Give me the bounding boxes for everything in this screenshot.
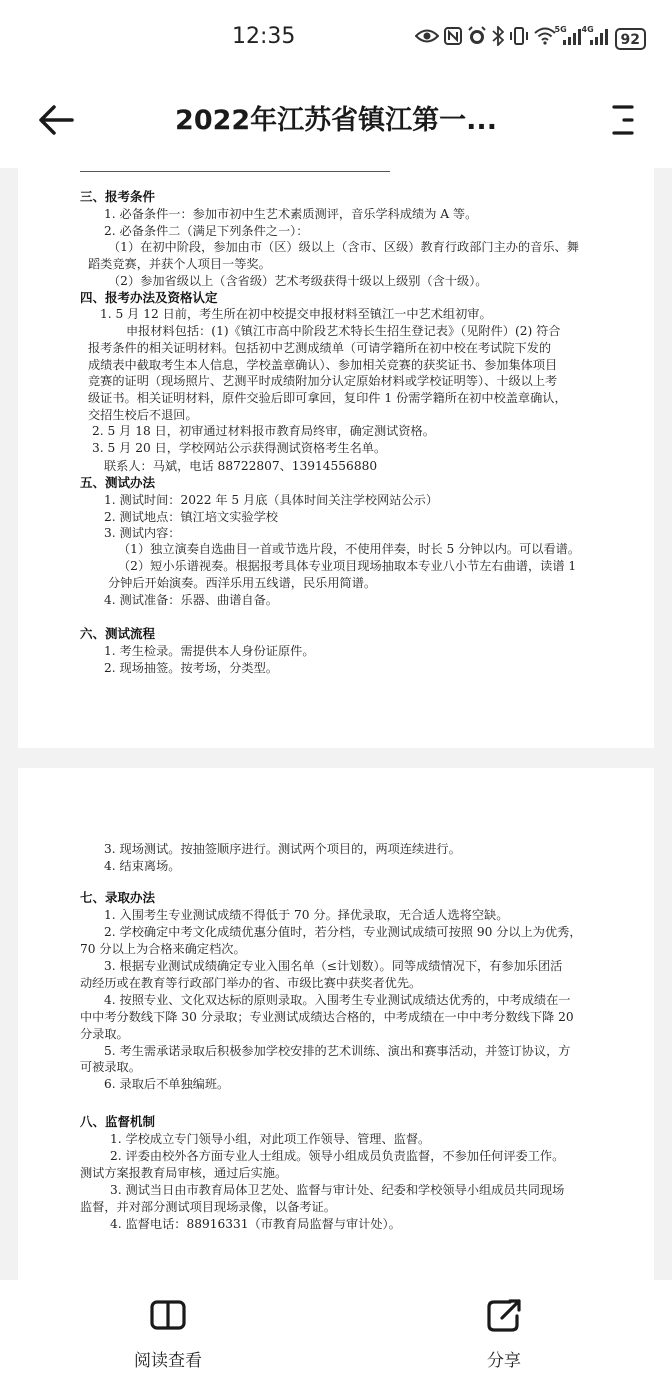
document-line: 2. 现场抽签。按考场，分类型。 (104, 661, 278, 675)
document-line: 1. 学校成立专门领导小组，对此项工作领导、管理、监督。 (110, 1132, 431, 1146)
document-line: 1. 入围考生专业测试成绩不得低于 70 分。择优录取，无合适人选将空缺。 (104, 908, 509, 922)
section-heading: 六、测试流程 (80, 626, 156, 641)
document-line: 70 分以上为合格来确定档次。 (80, 942, 246, 956)
document-line: 中中考分数线下降 30 分录取；专业测试成绩达合格的，中考成绩在一中中考分数线下降 20 (80, 1010, 574, 1024)
document-line: 2. 测试地点：镇江培文实验学校 (104, 510, 278, 524)
document-line: 1. 必备条件一：参加市初中生艺术素质测评，音乐学科成绩为 A 等。 (104, 207, 478, 221)
document-line: 申报材料包括：(1)《镇江市高中阶段艺术特长生招生登记表》（见附件）(2) 符合 (126, 324, 561, 338)
document-line: 可被录取。 (80, 1060, 141, 1074)
document-line: 联系人：马斌，电话 88722807、13914556880 (104, 459, 378, 473)
section-heading: 三、报考条件 (80, 189, 156, 204)
document-line: 分钟后开始演奏。西洋乐用五线谱，民乐用简谱。 (108, 576, 377, 590)
document-line: 6. 录取后不单独编班。 (104, 1077, 230, 1091)
section-heading: 五、测试办法 (80, 475, 156, 490)
section-heading: 七、录取办法 (80, 890, 156, 905)
page-title: 2022年江苏省镇江第一... (175, 105, 497, 136)
document-line: （2）短小乐谱视奏。根据报考具体专业项目现场抽取本专业八小节左右曲谱，读谱 1 (118, 559, 577, 573)
share-icon (484, 1298, 524, 1334)
document-line: 竞赛的证明（现场照片、艺测平时成绩附加分认定原始材料或学校证明等）、十级以上考 (88, 374, 558, 388)
document-page-1 (18, 168, 654, 748)
battery-icon: 92 (615, 28, 646, 50)
document-line: 4. 测试准备：乐器、曲谱自备。 (104, 593, 278, 607)
read-view-label: 阅读查看 (134, 1351, 202, 1371)
status-bar (0, 0, 672, 80)
read-view-button[interactable] (108, 1298, 228, 1378)
alarm-icon (467, 26, 487, 51)
document-line: 成绩表中截取考生本人信息，学校盖章确认）、参加相关竞赛的获奖证书、参加集体项目 (88, 358, 558, 372)
signal-5g-icon (554, 25, 583, 51)
document-line: （1）在初中阶段，参加由市（区）级以上（含市、区级）教育行政部门主办的音乐、舞 (108, 240, 579, 254)
document-line: 3. 现场测试。按抽签顺序进行。测试两个项目的，两项连续进行。 (104, 842, 461, 856)
eye-icon (415, 27, 439, 50)
document-line: 1. 5 月 12 日前，考生所在初中校提交申报材料至镇江一中艺术组初审。 (100, 307, 492, 321)
document-line: 4. 按照专业、文化双达标的原则录取。入围考生专业测试成绩达优秀的，中考成绩在一 (104, 993, 571, 1007)
document-line: 动经历或在教育等行政部门举办的省、市级比赛中获奖者优先。 (80, 976, 422, 990)
document-line: 级证书。相关证明材料，原件交验后即可拿回，复印件 1 份需学籍所在初中校盖章确认， (88, 391, 567, 405)
status-icons (415, 26, 646, 51)
document-line: 3. 根据专业测试成绩确定专业入围名单（≤计划数）。同等成绩情况下，有参加乐团活 (104, 959, 563, 973)
share-button[interactable] (444, 1298, 564, 1378)
document-line: 2. 5 月 18 日，初审通过材料报市教育局终审，确定测试资格。 (92, 424, 435, 438)
cropped-text-line (80, 168, 390, 172)
document-line: 4. 监督电话：88916331（市教育局监督与审计处）。 (110, 1217, 401, 1231)
document-line: 1. 测试时间：2022 年 5 月底（具体时间关注学校网站公示） (104, 493, 439, 507)
section-heading: 八、监督机制 (80, 1114, 156, 1129)
document-line: 4. 结束离场。 (104, 859, 181, 873)
arrow-left-icon (34, 98, 78, 142)
menu-icon (608, 98, 638, 142)
signal-4g-icon (581, 25, 610, 51)
document-line: 3. 测试当日由市教育局体卫艺处、监督与审计处、纪委和学校领导小组成员共同现场 (110, 1183, 565, 1197)
document-line: 分录取。 (80, 1027, 129, 1041)
status-time: 12:35 (232, 24, 296, 49)
bluetooth-icon (492, 26, 504, 51)
document-line: 2. 评委由校外各方面专业人士组成。领导小组成员负责监督，不参加任何评委工作。 (110, 1149, 565, 1163)
document-line: 监督，并对部分测试项目现场录像，以备考证。 (80, 1200, 336, 1214)
document-line: 3. 测试内容： (104, 526, 181, 540)
document-line: 1. 考生检录。需提供本人身份证原件。 (104, 644, 315, 658)
document-line: 2. 必备条件二（满足下列条件之一）： (104, 224, 309, 238)
wifi-icon (534, 27, 556, 50)
document-line: 2. 学校确定中考文化成绩优惠分值时，若分档，专业测试成绩可按照 90 分以上为优秀， (104, 925, 582, 939)
book-icon (148, 1298, 188, 1334)
document-line: （1）独立演奏自选曲目一首或节选片段，不使用伴奏，时长 5 分钟以内。可以看谱。 (118, 542, 581, 556)
document-line: 3. 5 月 20 日，学校网站公示获得测试资格考生名单。 (92, 441, 387, 455)
document-line: 5. 考生需承诺录取后积极参加学校安排的艺术训练、演出和赛事活动，并签订协议，方 (104, 1044, 571, 1058)
back-button[interactable] (34, 98, 78, 142)
share-label: 分享 (487, 1351, 521, 1371)
document-line: 蹈类竞赛，并获个人项目一等奖。 (88, 257, 271, 271)
nfc-icon (444, 27, 462, 50)
bottom-action-bar (0, 1280, 672, 1386)
document-line: 测试方案报教育局审核，通过后实施。 (80, 1166, 288, 1180)
net-4g-label: 4G (581, 25, 594, 34)
net-5g-label: 5G (554, 25, 567, 34)
document-line: 交招生校后不退回。 (88, 408, 198, 422)
section-heading: 四、报考办法及资格认定 (80, 290, 218, 305)
document-line: （2）参加省级以上（含省级）艺术考级获得十级以上级别（含十级）。 (108, 274, 488, 288)
menu-button[interactable] (608, 98, 638, 142)
document-line: 报考条件的相关证明材料。包括初中艺测成绩单（可请学籍所在初中校在考试院下发的 (88, 341, 552, 355)
vibrate-icon (509, 26, 529, 51)
document-page-2 (18, 768, 654, 1280)
app-header (0, 80, 672, 168)
